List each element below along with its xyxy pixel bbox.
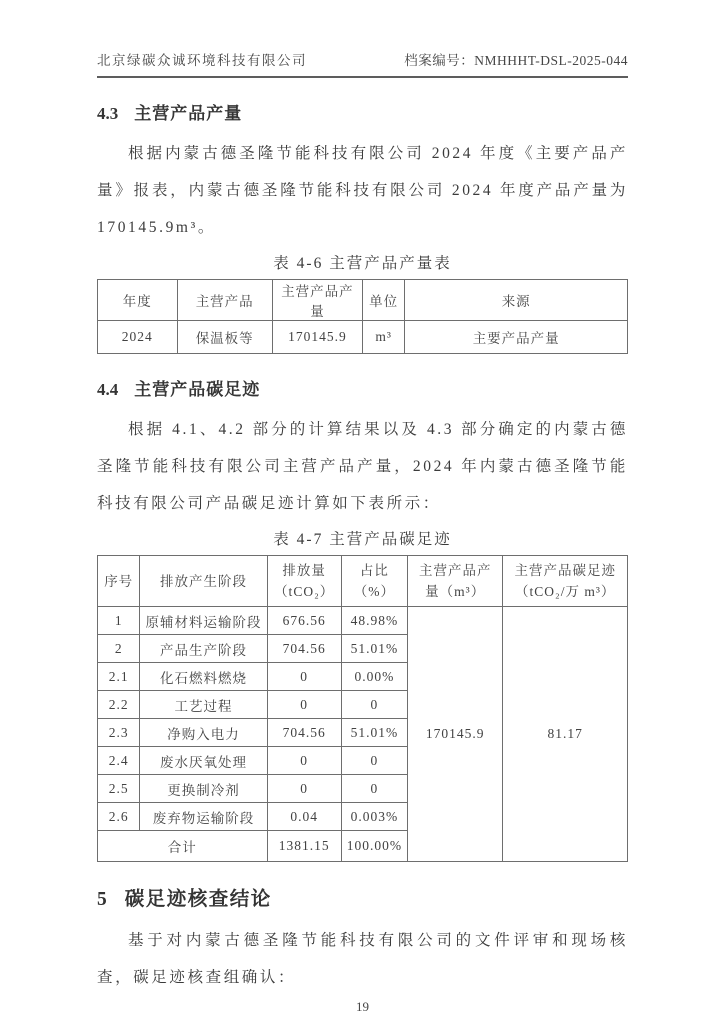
running-header	[97, 0, 628, 78]
cell-emission: 0	[267, 747, 341, 775]
paragraph-4-3: 根据内蒙古德圣隆节能科技有限公司 2024 年度《主要产品产量》报表，内蒙古德圣隆节能科技有限公司 2024 年度产品产量为 170145.9m³。	[97, 145, 628, 236]
col-header-emission	[267, 556, 341, 607]
cell-share: 51.01%	[341, 719, 407, 747]
col-header-share: 占比（%）	[341, 556, 407, 607]
cell-no: 2.6	[98, 803, 140, 831]
cell-year: 2024	[98, 321, 178, 354]
cell-total-label: 合计	[98, 831, 268, 862]
cell-stage: 工艺过程	[140, 691, 267, 719]
section-title-4-3: 主营产品产量	[134, 104, 243, 123]
table-row	[98, 607, 628, 635]
cell-total-share: 100.00%	[341, 831, 407, 862]
col-header-footprint-line2: （tCO₂/万 m³）	[515, 584, 616, 599]
cell-emission: 0	[267, 775, 341, 803]
cell-source: 主要产品产量	[405, 321, 628, 354]
cell-share: 0	[341, 747, 407, 775]
cell-no: 1	[98, 607, 140, 635]
col-header-source: 来源	[405, 280, 628, 321]
table-4-7-header-row	[98, 556, 628, 607]
cell-total-emission: 1381.15	[267, 831, 341, 862]
page-content	[97, 99, 628, 1015]
cell-emission: 676.56	[267, 607, 341, 635]
cell-no: 2.2	[98, 691, 140, 719]
section-heading-4-4	[97, 375, 628, 400]
cell-stage: 原辅材料运输阶段	[140, 607, 267, 635]
col-header-product-output	[408, 556, 503, 607]
col-header-emission-line2: （tCO₂）	[274, 584, 335, 599]
cell-share: 0.00%	[341, 663, 407, 691]
cell-no: 2	[98, 635, 140, 663]
table-4-7	[97, 555, 628, 862]
cell-stage: 产品生产阶段	[140, 635, 267, 663]
col-header-stage: 排放产生阶段	[140, 556, 267, 607]
col-header-product-output-line1: 主营产品产	[418, 563, 492, 578]
archive-label: 档案编号：	[404, 53, 475, 68]
cell-stage: 化石燃料燃烧	[140, 663, 267, 691]
col-header-output: 主营产品产量	[272, 280, 362, 321]
cell-merged-footprint: 81.17	[503, 607, 628, 862]
cell-stage: 废弃物运输阶段	[140, 803, 267, 831]
cell-share: 0.003%	[341, 803, 407, 831]
cell-unit: m³	[362, 321, 404, 354]
cell-stage: 废水厌氧处理	[140, 747, 267, 775]
cell-emission: 0	[267, 691, 341, 719]
cell-no: 2.5	[98, 775, 140, 803]
col-header-main-product: 主营产品	[177, 280, 272, 321]
section-heading-4-3	[97, 99, 628, 124]
table-4-6-header-row	[98, 280, 628, 321]
cell-no: 2.4	[98, 747, 140, 775]
cell-emission: 0	[267, 663, 341, 691]
section-number-4-4: 4.4	[97, 380, 119, 399]
table-4-6-caption: 表 4-6 主营产品产量表	[273, 255, 452, 272]
table-4-7-caption: 表 4-7 主营产品碳足迹	[273, 531, 452, 548]
table-4-6	[97, 279, 628, 354]
cell-output: 170145.9	[272, 321, 362, 354]
col-header-product-output-line2: 量（m³）	[425, 584, 486, 599]
cell-merged-output: 170145.9	[408, 607, 503, 862]
col-header-footprint-line1: 主营产品碳足迹	[514, 563, 616, 578]
col-header-footprint	[503, 556, 628, 607]
section-title-4-4: 主营产品碳足迹	[134, 380, 261, 399]
col-header-emission-line1: 排放量	[282, 563, 326, 578]
cell-share: 48.98%	[341, 607, 407, 635]
cell-share: 0	[341, 691, 407, 719]
cell-no: 2.1	[98, 663, 140, 691]
cell-emission: 704.56	[267, 635, 341, 663]
col-header-no: 序号	[98, 556, 140, 607]
archive-value: NMHHHT-DSL-2025-044	[474, 53, 628, 68]
section-title-5: 碳足迹核查结论	[124, 889, 272, 910]
col-header-unit: 单位	[362, 280, 404, 321]
paragraph-4-4: 根据 4.1、4.2 部分的计算结果以及 4.3 部分确定的内蒙古德圣隆节能科技有限公司主营产品产量，2024 年内蒙古德圣隆节能科技有限公司产品碳足迹计算如下表所示：	[97, 421, 628, 512]
section-heading-5	[97, 883, 628, 911]
archive-number	[404, 49, 628, 69]
cell-share: 0	[341, 775, 407, 803]
section-number-4-3: 4.3	[97, 104, 119, 123]
cell-no: 2.3	[98, 719, 140, 747]
cell-stage: 更换制冷剂	[140, 775, 267, 803]
company-name: 北京绿碳众诚环境科技有限公司	[97, 53, 307, 68]
paragraph-5: 基于对内蒙古德圣隆节能科技有限公司的文件评审和现场核查，碳足迹核查组确认：	[97, 932, 628, 986]
page-number: 19	[356, 999, 369, 1014]
cell-emission: 704.56	[267, 719, 341, 747]
cell-share: 51.01%	[341, 635, 407, 663]
cell-main-product: 保温板等	[177, 321, 272, 354]
cell-emission: 0.04	[267, 803, 341, 831]
section-number-5: 5	[97, 889, 107, 910]
col-header-year: 年度	[98, 280, 178, 321]
cell-stage: 净购入电力	[140, 719, 267, 747]
table-4-6-data-row	[98, 321, 628, 354]
